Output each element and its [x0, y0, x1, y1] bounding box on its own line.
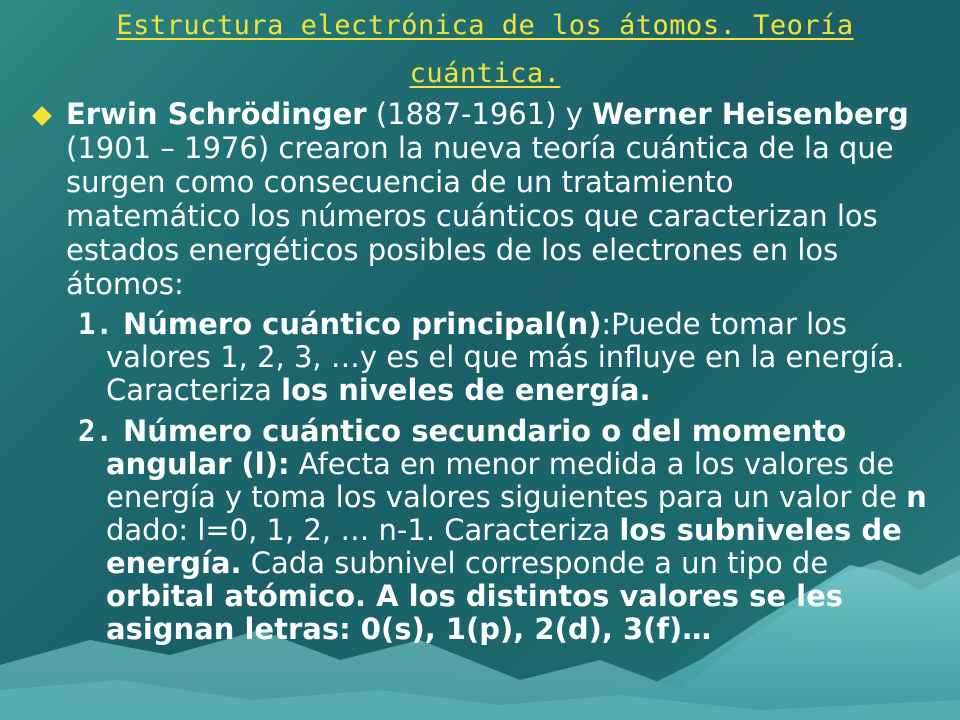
scientist-name-schrodinger: Erwin Schrödinger	[66, 97, 367, 131]
item-text: dado: l=0, 1, 2, … n-1. Caracteriza	[106, 513, 620, 547]
intro-paragraph	[66, 97, 916, 301]
item-bold-text: los subniveles de energía.	[106, 513, 902, 580]
intro-bullet	[30, 97, 930, 301]
item-bold-n: n	[906, 480, 927, 514]
intro-text-2: (1901 – 1976) crearon la nueva teoría cuántica de la que surgen como consecuencia de un tratamiento matemático los números cuánticos que caracterizan los estados energéticos posibles de los electrones en los átomos:	[66, 131, 894, 301]
item-bold-text: A los distintos valores se les asignan letras: 0(s), 1(p), 2(d), 3(f)…	[106, 579, 844, 646]
item-number: 2.	[78, 414, 113, 448]
list-item-secondary	[78, 415, 938, 646]
item-bold-text: orbital atómico.	[106, 579, 367, 613]
item-number: 1.	[78, 307, 113, 341]
quantum-numbers-list	[78, 308, 938, 654]
scientist-name-heisenberg: Werner Heisenberg	[592, 97, 909, 131]
slide-title: Estructura electrónica de los átomos. Teoría cuántica.	[116, 10, 854, 89]
item-text: Afecta en menor medida a los valores de energía y toma los valores siguientes para un valor de	[106, 447, 907, 514]
item-text: Cada subnivel corresponde a un tipo de	[241, 546, 829, 580]
intro-text-1: (1887-1961) y	[366, 97, 593, 131]
item-bold-text: los niveles de energía.	[281, 373, 651, 407]
item-heading: Número cuántico principal(n)	[112, 307, 602, 341]
list-item-principal	[78, 308, 938, 407]
item-text: :Puede tomar los valores 1, 2, 3, …y es el que más influye en la energía. Caracteriza	[106, 307, 905, 407]
item-heading: Número cuántico secundario o del momento angular (l):	[106, 414, 847, 481]
diamond-bullet-icon	[32, 106, 52, 126]
